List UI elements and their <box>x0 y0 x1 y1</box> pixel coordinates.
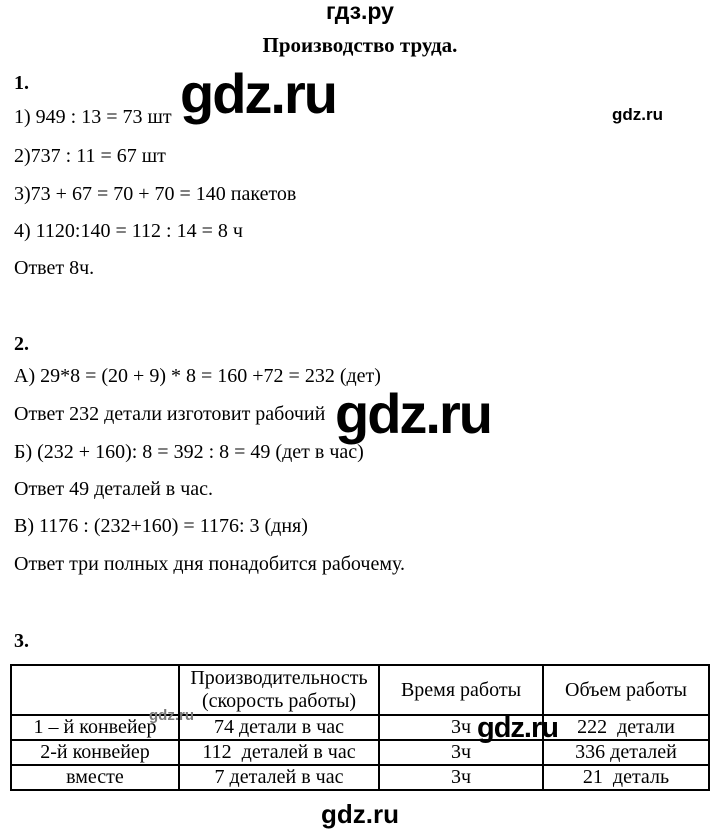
site-logo: гдз.ру <box>326 0 394 24</box>
cell-time: 3ч <box>379 715 543 740</box>
problem2-answer-a: Ответ 232 детали изготовит рабочий <box>14 403 326 425</box>
watermark-large-2: gdz.ru <box>335 382 491 445</box>
problem2-answer-v: Ответ три полных дня понадобится рабочему. <box>14 553 405 575</box>
problem1-step-4: 4) 1120:140 = 112 : 14 = 8 ч <box>14 220 243 242</box>
watermark-small-right: gdz.ru <box>612 105 663 124</box>
cell-volume: 222 детали <box>543 715 709 740</box>
cell-label: 1 – й конвейер <box>11 715 179 740</box>
problem2-step-b: Б) (232 + 160): 8 = 392 : 8 = 49 (дет в час) <box>14 441 364 463</box>
cell-label: вместе <box>11 765 179 790</box>
problem2-number: 2. <box>14 333 29 355</box>
cell-volume: 21 деталь <box>543 765 709 790</box>
problem1-step-1: 1) 949 : 13 = 73 шт <box>14 106 172 128</box>
problem2-step-a: А) 29*8 = (20 + 9) * 8 = 160 +72 = 232 (дет) <box>14 365 381 387</box>
problem3-table <box>10 664 710 791</box>
watermark-gray-table: gdz.ru <box>149 707 194 724</box>
cell-time: 3ч <box>379 765 543 790</box>
watermark-medium-table: gdz.ru <box>477 712 558 744</box>
problem2-step-v: В) 1176 : (232+160) = 1176: 3 (дня) <box>14 515 308 537</box>
problem1-answer: Ответ 8ч. <box>14 257 95 279</box>
table-row-conveyor2 <box>11 740 709 765</box>
cell-productivity: 112 деталей в час <box>179 740 379 765</box>
cell-time: 3ч <box>379 740 543 765</box>
watermark-large-1: gdz.ru <box>180 62 336 125</box>
header-cell-time: Время работы <box>379 665 543 715</box>
problem2-answer-b: Ответ 49 деталей в час. <box>14 478 214 500</box>
header-cell-volume: Объем работы <box>543 665 709 715</box>
cell-label: 2-й конвейер <box>11 740 179 765</box>
table-row-conveyor1 <box>11 715 709 740</box>
header-cell-productivity: Производительность (скорость работы) <box>179 665 379 715</box>
watermark-footer: gdz.ru <box>321 799 399 829</box>
cell-volume: 336 деталей <box>543 740 709 765</box>
problem1-step-3: 3)73 + 67 = 70 + 70 = 140 пакетов <box>14 183 297 205</box>
page-title: Производство труда. <box>262 33 458 57</box>
table-row-together <box>11 765 709 790</box>
cell-productivity: 7 деталей в час <box>179 765 379 790</box>
problem3-number: 3. <box>14 630 29 652</box>
cell-productivity: 74 детали в час <box>179 715 379 740</box>
table-header-row <box>11 665 709 715</box>
problem1-number: 1. <box>14 72 29 94</box>
problem1-step-2: 2)737 : 11 = 67 шт <box>14 145 166 167</box>
